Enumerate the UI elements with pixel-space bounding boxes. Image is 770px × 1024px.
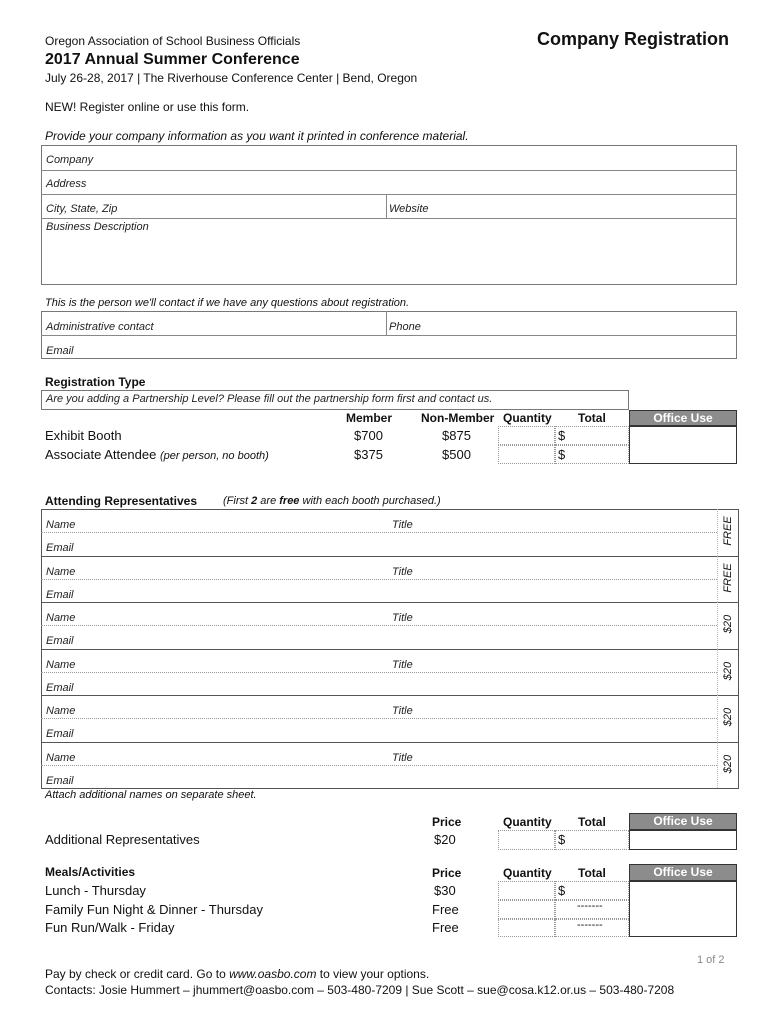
divider: [41, 579, 717, 580]
business-description-field[interactable]: Business Description: [46, 221, 149, 233]
exhibit-booth-member-price: $700: [354, 428, 383, 443]
rep-title-field[interactable]: Title: [392, 565, 413, 578]
additional-total-input[interactable]: [555, 830, 629, 850]
conference-title: 2017 Annual Summer Conference: [45, 51, 300, 68]
rep-name-field[interactable]: Name: [46, 519, 76, 531]
contacts-line: Contacts: Josie Hummert – jhummert@oasbo.com – 503-480-7209 | Sue Scott – sue@cosa.k12.or.us – 503-480-7208: [45, 983, 675, 997]
exhibit-booth-total-input[interactable]: [555, 426, 629, 445]
associate-total-input[interactable]: [555, 445, 629, 464]
note-count: 2: [251, 495, 258, 507]
additional-quantity-header: Quantity: [503, 815, 552, 829]
meals-total-header: Total: [578, 866, 606, 880]
representatives-note: [223, 495, 441, 507]
meals-office-use-header: Office Use: [629, 864, 737, 881]
page-number: 1 of 2: [697, 954, 725, 966]
additional-reps-price: $20: [434, 832, 456, 847]
rep-name-field[interactable]: Name: [46, 705, 76, 717]
divider: [41, 194, 737, 195]
rep-email-field[interactable]: Email: [46, 542, 74, 554]
total-column-header: Total: [578, 411, 606, 425]
associate-member-price: $375: [354, 447, 383, 462]
exhibit-booth-nonmember-price: $875: [442, 428, 471, 443]
quantity-column-header: Quantity: [503, 411, 552, 425]
additional-quantity-input[interactable]: [498, 830, 555, 850]
divider: [41, 625, 717, 626]
rep-title-field[interactable]: Title: [392, 751, 413, 764]
org-name: Oregon Association of School Business Officials: [45, 34, 301, 48]
representatives-title: Attending Representatives: [45, 494, 198, 508]
divider: [41, 765, 717, 766]
divider: [717, 649, 718, 696]
rep-price-label: $20: [722, 707, 734, 727]
divider: [41, 170, 737, 171]
divider: [717, 695, 718, 742]
conference-details: July 26-28, 2017 | The Riverhouse Conference Center | Bend, Oregon: [45, 71, 418, 85]
rep-name-field[interactable]: Name: [46, 658, 76, 671]
meal-quantity-input[interactable]: [498, 919, 555, 937]
city-state-zip-field[interactable]: City, State, Zip: [46, 203, 118, 215]
rep-title-field[interactable]: Title: [392, 519, 413, 531]
note-part: are: [257, 495, 280, 507]
meal-label: Lunch - Thursday: [45, 883, 146, 898]
additional-office-use-box: [629, 830, 737, 850]
meal-price: Free: [432, 902, 459, 917]
associate-attendee-row: [45, 447, 269, 462]
rep-email-field[interactable]: Email: [46, 681, 74, 694]
meal-label: Family Fun Night & Dinner - Thursday: [45, 902, 263, 917]
rep-price-label: $20: [722, 661, 734, 680]
meal-total: -------: [577, 900, 603, 912]
divider: [717, 509, 718, 556]
phone-field[interactable]: Phone: [389, 321, 421, 333]
associate-attendee-label: Associate Attendee: [45, 447, 157, 462]
divider: [717, 602, 718, 649]
nonmember-column-header: Non-Member: [421, 411, 495, 425]
note-part: with each booth purchased.): [299, 495, 441, 507]
office-use-box: [629, 426, 737, 464]
rep-name-field[interactable]: Name: [46, 612, 76, 624]
divider: [717, 556, 718, 603]
divider: [41, 218, 737, 219]
new-note: NEW! Register online or use this form.: [45, 100, 250, 114]
rep-email-field[interactable]: Email: [46, 728, 74, 740]
meal-total: $: [558, 883, 566, 898]
attach-note: Attach additional names on separate sheet.: [45, 789, 257, 801]
exhibit-booth-total: $: [558, 428, 566, 443]
registration-title: Registration Type: [45, 375, 146, 389]
additional-reps-label: Additional Representatives: [45, 832, 200, 847]
address-field[interactable]: Address: [46, 178, 87, 190]
rep-name-field[interactable]: Name: [46, 565, 76, 578]
meals-price-header: Price: [432, 866, 462, 880]
member-column-header: Member: [346, 411, 393, 425]
payment-url[interactable]: www.oasbo.com: [229, 967, 317, 981]
form-title: Company Registration: [537, 29, 730, 49]
rep-title-field[interactable]: Title: [392, 612, 413, 624]
rep-email-field[interactable]: Email: [46, 774, 74, 787]
meals-title: Meals/Activities: [45, 865, 136, 879]
meals-quantity-header: Quantity: [503, 866, 552, 880]
rep-price-label: FREE: [722, 562, 734, 593]
company-instruction: Provide your company information as you want it printed in conference material.: [45, 129, 469, 143]
exhibit-booth-quantity-input[interactable]: [498, 426, 555, 445]
additional-total-header: Total: [578, 815, 606, 829]
meal-quantity-input[interactable]: [498, 881, 555, 900]
additional-total: $: [558, 832, 566, 847]
divider: [386, 311, 387, 335]
office-use-header: Office Use: [629, 410, 737, 426]
meal-total-input[interactable]: [555, 881, 629, 900]
rep-title-field[interactable]: Title: [392, 705, 413, 717]
divider: [41, 672, 717, 673]
company-info-box: [41, 145, 737, 285]
payment-text: Pay by check or credit card. Go to: [45, 967, 230, 981]
divider: [41, 532, 717, 533]
payment-note: [45, 967, 429, 981]
meal-total: -------: [577, 919, 603, 931]
rep-price-label: $20: [722, 614, 734, 634]
meal-price: Free: [432, 920, 459, 935]
note-free: free: [279, 495, 300, 507]
divider: [386, 194, 387, 218]
divider: [41, 335, 737, 336]
divider: [41, 718, 717, 719]
rep-email-field[interactable]: Email: [46, 635, 74, 647]
partnership-question: Are you adding a Partnership Level? Please fill out the partnership form first and contact us.: [46, 393, 493, 405]
rep-email-field[interactable]: Email: [46, 588, 74, 601]
rep-price-label: FREE: [722, 516, 734, 546]
associate-total: $: [558, 447, 566, 462]
associate-nonmember-price: $500: [442, 447, 471, 462]
admin-contact-field[interactable]: Administrative contact: [46, 321, 154, 333]
additional-price-header: Price: [432, 815, 462, 829]
company-field[interactable]: Company: [46, 154, 94, 166]
rep-title-field[interactable]: Title: [392, 658, 413, 671]
website-field[interactable]: Website: [389, 203, 429, 215]
meal-price: $30: [434, 883, 456, 898]
payment-text: to view your options.: [316, 967, 430, 981]
rep-name-field[interactable]: Name: [46, 751, 76, 764]
contact-instruction: This is the person we'll contact if we have any questions about registration.: [45, 297, 410, 309]
exhibit-booth-label: Exhibit Booth: [45, 428, 122, 443]
note-part: (First: [223, 495, 252, 507]
associate-attendee-note: (per person, no booth): [159, 450, 269, 462]
contact-email-field[interactable]: Email: [46, 345, 74, 357]
meal-quantity-input[interactable]: [498, 900, 555, 919]
rep-price-label: $20: [722, 754, 734, 773]
meals-office-use-box: [629, 881, 737, 937]
additional-office-use-header: Office Use: [629, 813, 737, 830]
meal-label: Fun Run/Walk - Friday: [45, 920, 175, 935]
divider: [717, 742, 718, 789]
associate-quantity-input[interactable]: [498, 445, 555, 464]
